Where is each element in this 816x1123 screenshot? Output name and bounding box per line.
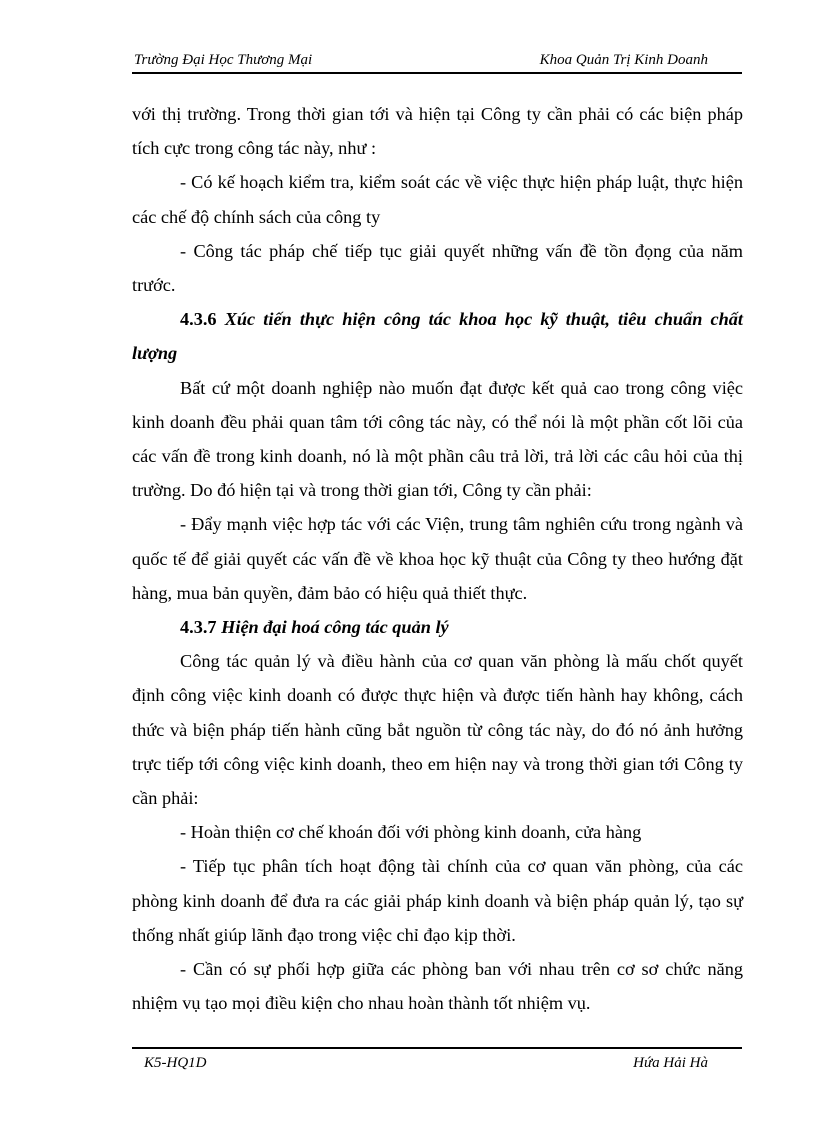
- bullet-research-cooperation: - Đẩy mạnh việc hợp tác với các Viện, trung tâm nghiên cứu trong ngành và quốc tế để giải quyết các vấn đề về khoa học kỹ thuật của Công ty theo hướng đặt hàng, mua bản quyền, đảm bảo có hiệu quả thiết thực.: [132, 514, 743, 603]
- footer-class-code: K5-HQ1D: [144, 1055, 207, 1071]
- section-title-4-3-7: Hiện đại hoá công tác quản lý: [221, 617, 449, 638]
- bullet-contract-mechanism: - Hoàn thiện cơ chế khoán đối với phòng kinh doanh, cửa hàng: [180, 822, 642, 843]
- paragraph-continuation: với thị trường. Trong thời gian tới và hiện tại Công ty cần phải có các biện pháp tích cực trong công tác này, như :: [132, 104, 743, 159]
- paragraph-management-intro: Công tác quản lý và điều hành của cơ quan văn phòng là mấu chốt quyết định công việc kinh doanh có được thực hiện và được tiến hành hay không, cách thức và biện pháp tiến hành cũng bắt nguồn từ công tác này, do đó nó ảnh hưởng trực tiếp tới công việc kinh doanh, theo em hiện nay và trong thời gian tới Công ty cần phải:: [132, 651, 743, 809]
- bullet-inspection: - Có kế hoạch kiểm tra, kiểm soát các về việc thực hiện pháp luật, thực hiện các chế độ chính sách của công ty: [132, 172, 743, 227]
- section-number-4-3-7: 4.3.7: [180, 617, 222, 638]
- section-title-4-3-6: Xúc tiến thực hiện công tác khoa học kỹ thuật, tiêu chuẩn chất lượng: [132, 309, 743, 364]
- bullet-department-coordination: - Cần có sự phối hợp giữa các phòng ban với nhau trên cơ sơ chức năng nhiệm vụ tạo mọi điều kiện cho nhau hoàn thành tốt nhiệm vụ.: [132, 959, 743, 1014]
- page-footer: [132, 1047, 742, 1077]
- footer-author-name: Hứa Hải Hà: [633, 1055, 708, 1071]
- bullet-legal-affairs: - Công tác pháp chế tiếp tục giải quyết những vấn đề tồn đọng của năm trước.: [132, 240, 743, 296]
- page-header: [132, 52, 742, 74]
- page-body: [132, 97, 743, 1020]
- footer-rule: [132, 1047, 742, 1049]
- bullet-financial-analysis: - Tiếp tục phân tích hoạt động tài chính của cơ quan văn phòng, của các phòng kinh doanh để đưa ra các giải pháp kinh doanh và biện pháp quản lý, tạo sự thống nhất giúp lãnh đạo trong việc chỉ đạo kịp thời.: [132, 856, 743, 945]
- header-faculty-name: Khoa Quản Trị Kinh Doanh: [539, 52, 708, 68]
- header-school-name: Trường Đại Học Thương Mại: [134, 52, 313, 68]
- section-number-4-3-6: 4.3.6: [180, 309, 225, 330]
- section-heading-4-3-7: [132, 610, 743, 644]
- header-rule: [132, 72, 742, 74]
- section-heading-4-3-6: [132, 302, 743, 370]
- paragraph-science-intro: Bất cứ một doanh nghiệp nào muốn đạt được kết quả cao trong công việc kinh doanh đều phải quan tâm tới công tác này, có thể nói là một phần cốt lõi của các vấn đề trong kinh doanh, nó là một phần câu trả lời, trả lời các câu hỏi của thị trường. Do đó hiện tại và trong thời gian tới, Công ty cần phải:: [132, 377, 743, 501]
